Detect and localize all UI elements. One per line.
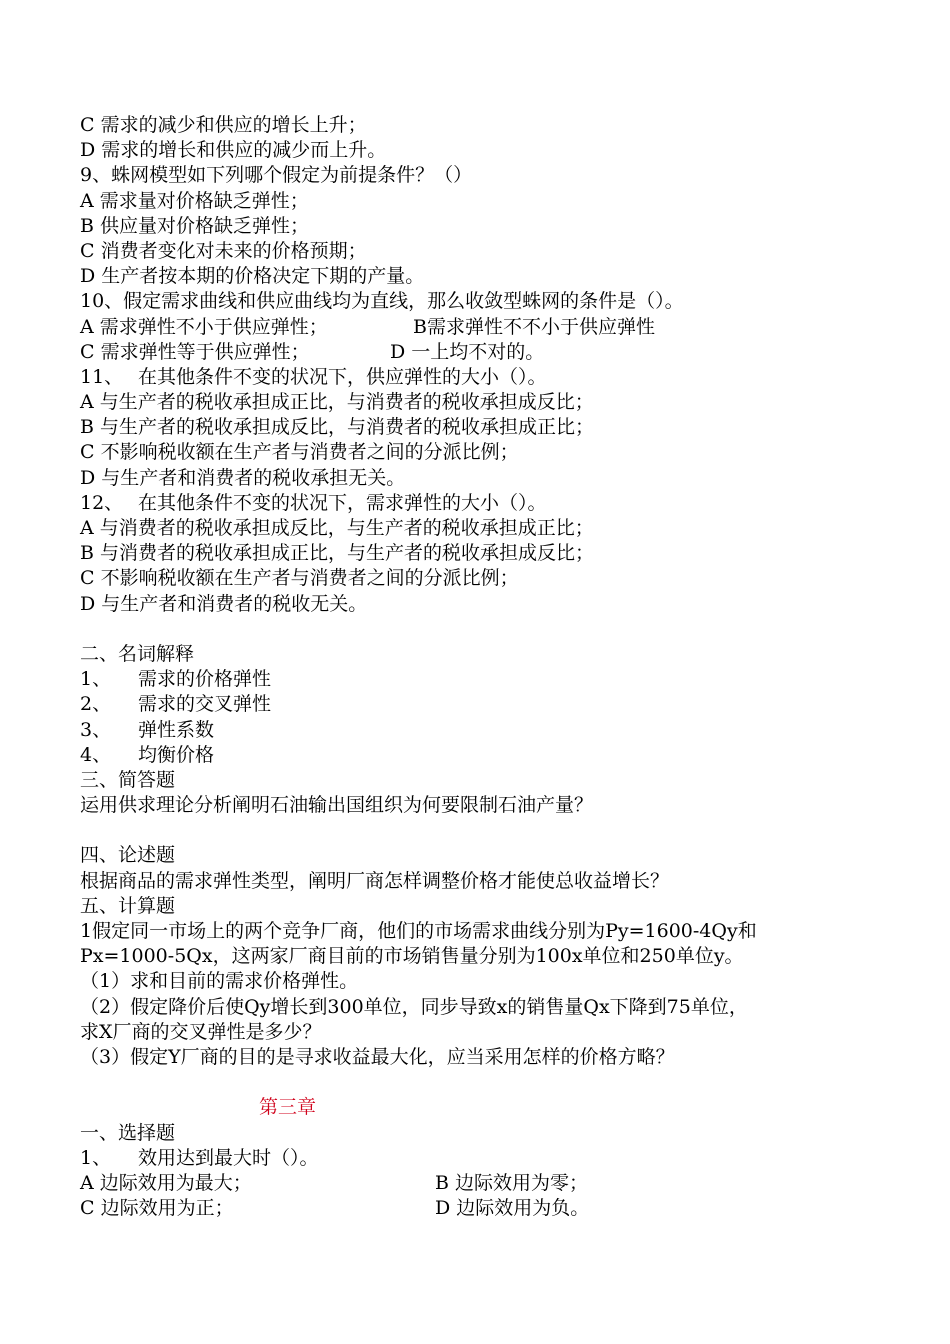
term-item-1 — [80, 667, 880, 692]
q12-number: 12、 — [80, 491, 124, 514]
term-text: 需求的交叉弹性 — [138, 693, 272, 716]
ch3-q1-stem — [80, 1146, 880, 1171]
term-number: 2、 — [80, 693, 112, 716]
spacer — [80, 1070, 880, 1095]
calc-line-2: Px=1000-5Qx，这两家厂商目前的市场销售量分别为100x单位和250单位y。 — [80, 945, 744, 968]
ch3-q1-text: 效用达到最大时（）。 — [138, 1146, 319, 1169]
term-number: 1、 — [80, 668, 112, 691]
term-item-3 — [80, 718, 880, 743]
section5-title: 五、计算题 — [80, 894, 176, 917]
q10-option-b: B需求弹性不不小于供应弹性 — [413, 315, 655, 338]
chapter3-section-title: 一、选择题 — [80, 1121, 176, 1144]
calc-line-6: （3）假定Y厂商的目的是寻求收益最大化，应当采用怎样的价格方略？ — [80, 1045, 675, 1068]
chapter-title: 第三章 — [259, 1096, 317, 1119]
q11-text: 在其他条件不变的状况下，供应弹性的大小（）。 — [138, 365, 547, 388]
term-text: 均衡价格 — [138, 743, 215, 766]
q12-stem — [80, 491, 880, 516]
section2-title: 二、名词解释 — [80, 642, 195, 665]
q12-option-a: A 与消费者的税收承担成反比，与生产者的税收承担成正比； — [80, 517, 594, 539]
q11-option-b: B 与生产者的税收承担成反比，与消费者的税收承担成正比； — [80, 416, 595, 439]
ch3-q1-option-b: B 边际效用为零； — [435, 1171, 589, 1194]
q9-stem: 9、蛛网模型如下列哪个假定为前提条件？（） — [80, 164, 473, 187]
term-number: 3、 — [80, 718, 112, 741]
q9-option-c: C 消费者变化对未来的价格预期； — [80, 239, 367, 262]
calc-line-3: （1）求和目前的需求价格弹性。 — [80, 970, 359, 993]
q8-option-d: D 需求的增长和供应的减少而上升。 — [80, 139, 387, 162]
q12-option-c: C 不影响税收额在生产者与消费者之间的分派比例； — [80, 567, 519, 590]
ch3-q1-option-a: A 边际效用为最大； — [80, 1171, 252, 1194]
q9-option-d: D 生产者按本期的价格决定下期的产量。 — [80, 265, 425, 288]
document-page — [80, 113, 880, 1221]
calc-line-1: 1假定同一市场上的两个竞争厂商，他们的市场需求曲线分别为Py=1600-4Qy和 — [80, 920, 757, 942]
section4-title: 四、论述题 — [80, 844, 176, 867]
spacer — [80, 818, 880, 843]
calc-line-5: 求X厂商的交叉弹性是多少？ — [80, 1020, 322, 1043]
q8-option-c: C 需求的减少和供应的增长上升； — [80, 114, 367, 136]
q12-option-b: B 与消费者的税收承担成正比，与生产者的税收承担成反比； — [80, 542, 595, 565]
q11-stem — [80, 365, 880, 390]
term-text: 弹性系数 — [138, 718, 215, 741]
q9-option-a: A 需求量对价格缺乏弹性； — [80, 189, 309, 212]
calc-line-4: （2）假定降价后使Qy增长到300单位，同步导致x的销售量Qx下降到75单位， — [80, 995, 748, 1018]
ch3-q1-option-d: D 边际效用为负。 — [435, 1197, 590, 1220]
term-item-4 — [80, 743, 880, 768]
q9-option-b: B 供应量对价格缺乏弹性； — [80, 214, 310, 237]
q10-option-d: D 一上均不对的。 — [390, 340, 545, 363]
term-text: 需求的价格弹性 — [138, 668, 272, 691]
q10-options-row1 — [80, 315, 880, 340]
q10-option-a: A 需求弹性不小于供应弹性； — [80, 315, 328, 338]
q11-option-c: C 不影响税收额在生产者与消费者之间的分派比例； — [80, 441, 519, 464]
section4-question: 根据商品的需求弹性类型，阐明厂商怎样调整价格才能使总收益增长？ — [80, 869, 670, 892]
q11-option-d: D 与生产者和消费者的税收承担无关。 — [80, 466, 406, 489]
term-number: 4、 — [80, 743, 112, 766]
ch3-q1-option-c: C 边际效用为正； — [80, 1197, 234, 1220]
ch3-q1-number: 1、 — [80, 1146, 112, 1169]
q10-option-c: C 需求弹性等于供应弹性； — [80, 340, 310, 363]
ch3-q1-options-row2 — [80, 1196, 880, 1221]
term-item-2 — [80, 692, 880, 717]
q12-text: 在其他条件不变的状况下，需求弹性的大小（）。 — [138, 491, 547, 514]
q12-option-d: D 与生产者和消费者的税收无关。 — [80, 592, 368, 615]
q10-options-row2 — [80, 340, 880, 365]
ch3-q1-options-row1 — [80, 1171, 880, 1196]
spacer — [80, 617, 880, 642]
section3-question: 运用供求理论分析阐明石油输出国组织为何要限制石油产量？ — [80, 794, 594, 817]
q10-stem: 10、假定需求曲线和供应曲线均为直线，那么收敛型蛛网的条件是（）。 — [80, 290, 684, 313]
q11-number: 11、 — [80, 365, 124, 388]
section3-title: 三、简答题 — [80, 768, 176, 791]
q11-option-a: A 与生产者的税收承担成正比，与消费者的税收承担成反比； — [80, 391, 594, 414]
